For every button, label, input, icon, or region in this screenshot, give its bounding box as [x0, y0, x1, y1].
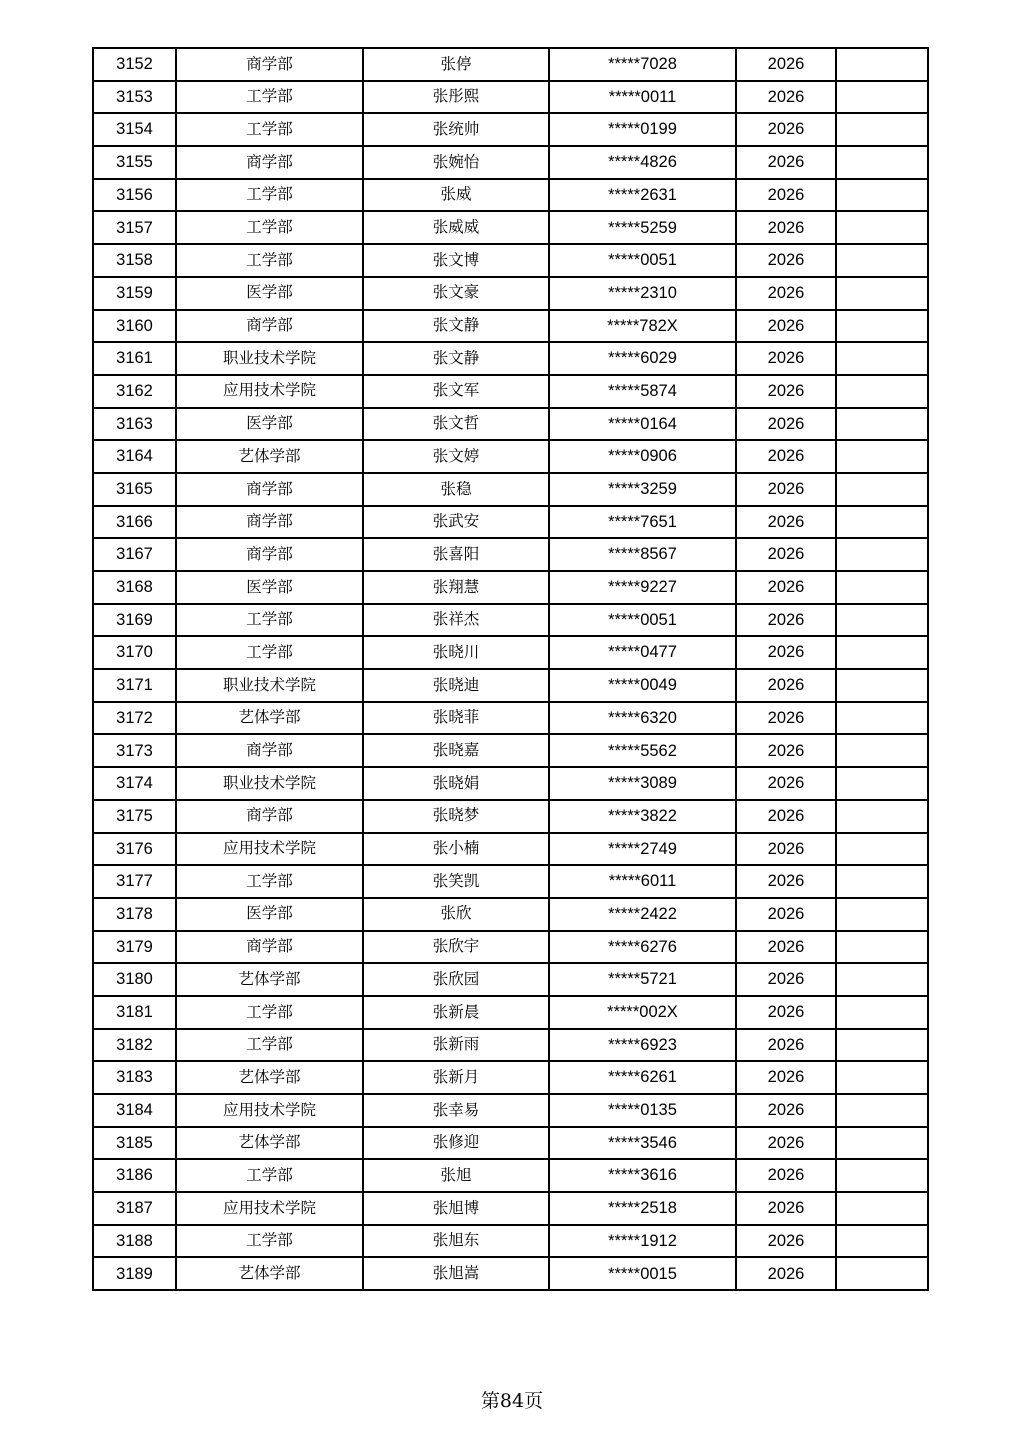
- serial-number-cell: 3156: [93, 179, 176, 212]
- serial-number-cell: 3180: [93, 963, 176, 996]
- table-row: [93, 734, 928, 767]
- serial-number-cell: 3175: [93, 800, 176, 833]
- remark-cell: [836, 898, 928, 931]
- remark-cell: [836, 473, 928, 506]
- table-row: [93, 636, 928, 669]
- masked-id-cell: *****2518: [549, 1192, 736, 1225]
- masked-id-cell: *****4826: [549, 146, 736, 179]
- student-name-cell: 张稳: [363, 473, 549, 506]
- masked-id-cell: *****6029: [549, 342, 736, 375]
- table-row: [93, 767, 928, 800]
- remark-cell: [836, 244, 928, 277]
- table-row: [93, 702, 928, 735]
- table-row: [93, 342, 928, 375]
- year-cell: 2026: [736, 800, 836, 833]
- year-cell: 2026: [736, 604, 836, 637]
- student-name-cell: 张文博: [363, 244, 549, 277]
- student-name-cell: 张武安: [363, 506, 549, 539]
- table-row: [93, 1159, 928, 1192]
- student-name-cell: 张婉怡: [363, 146, 549, 179]
- department-cell: 艺体学部: [176, 1061, 363, 1094]
- masked-id-cell: *****0051: [549, 244, 736, 277]
- remark-cell: [836, 702, 928, 735]
- masked-id-cell: *****3259: [549, 473, 736, 506]
- table-row: [93, 81, 928, 114]
- student-name-cell: 张停: [363, 48, 549, 81]
- remark-cell: [836, 538, 928, 571]
- remark-cell: [836, 996, 928, 1029]
- table-row: [93, 538, 928, 571]
- department-cell: 医学部: [176, 898, 363, 931]
- remark-cell: [836, 571, 928, 604]
- serial-number-cell: 3174: [93, 767, 176, 800]
- student-name-cell: 张翔慧: [363, 571, 549, 604]
- department-cell: 工学部: [176, 865, 363, 898]
- serial-number-cell: 3157: [93, 211, 176, 244]
- department-cell: 工学部: [176, 1029, 363, 1062]
- remark-cell: [836, 408, 928, 441]
- table-row: [93, 963, 928, 996]
- table-row: [93, 1127, 928, 1160]
- masked-id-cell: *****5259: [549, 211, 736, 244]
- masked-id-cell: *****0164: [549, 408, 736, 441]
- table-row: [93, 800, 928, 833]
- department-cell: 职业技术学院: [176, 669, 363, 702]
- remark-cell: [836, 310, 928, 343]
- serial-number-cell: 3158: [93, 244, 176, 277]
- student-name-cell: 张旭: [363, 1159, 549, 1192]
- student-name-cell: 张文军: [363, 375, 549, 408]
- masked-id-cell: *****5562: [549, 734, 736, 767]
- roster-table: [92, 47, 929, 1291]
- remark-cell: [836, 277, 928, 310]
- student-name-cell: 张文婷: [363, 440, 549, 473]
- remark-cell: [836, 1094, 928, 1127]
- remark-cell: [836, 440, 928, 473]
- serial-number-cell: 3165: [93, 473, 176, 506]
- serial-number-cell: 3178: [93, 898, 176, 931]
- serial-number-cell: 3182: [93, 1029, 176, 1062]
- year-cell: 2026: [736, 767, 836, 800]
- masked-id-cell: *****2310: [549, 277, 736, 310]
- year-cell: 2026: [736, 375, 836, 408]
- serial-number-cell: 3188: [93, 1225, 176, 1258]
- department-cell: 医学部: [176, 408, 363, 441]
- department-cell: 工学部: [176, 604, 363, 637]
- serial-number-cell: 3170: [93, 636, 176, 669]
- department-cell: 医学部: [176, 277, 363, 310]
- table-row: [93, 277, 928, 310]
- table-row: [93, 1029, 928, 1062]
- table-row: [93, 211, 928, 244]
- masked-id-cell: *****3546: [549, 1127, 736, 1160]
- student-name-cell: 张旭嵩: [363, 1257, 549, 1290]
- student-name-cell: 张修迎: [363, 1127, 549, 1160]
- year-cell: 2026: [736, 244, 836, 277]
- masked-id-cell: *****7651: [549, 506, 736, 539]
- masked-id-cell: *****2422: [549, 898, 736, 931]
- year-cell: 2026: [736, 734, 836, 767]
- table-row: [93, 473, 928, 506]
- masked-id-cell: *****3616: [549, 1159, 736, 1192]
- department-cell: 艺体学部: [176, 440, 363, 473]
- remark-cell: [836, 375, 928, 408]
- year-cell: 2026: [736, 408, 836, 441]
- student-name-cell: 张新晨: [363, 996, 549, 1029]
- table-row: [93, 244, 928, 277]
- department-cell: 商学部: [176, 800, 363, 833]
- table-row: [93, 669, 928, 702]
- masked-id-cell: *****3822: [549, 800, 736, 833]
- table-row: [93, 113, 928, 146]
- remark-cell: [836, 1257, 928, 1290]
- student-name-cell: 张小楠: [363, 833, 549, 866]
- masked-id-cell: *****0049: [549, 669, 736, 702]
- serial-number-cell: 3173: [93, 734, 176, 767]
- serial-number-cell: 3159: [93, 277, 176, 310]
- department-cell: 工学部: [176, 1159, 363, 1192]
- year-cell: 2026: [736, 506, 836, 539]
- masked-id-cell: *****5874: [549, 375, 736, 408]
- masked-id-cell: *****0477: [549, 636, 736, 669]
- serial-number-cell: 3161: [93, 342, 176, 375]
- student-name-cell: 张笑凯: [363, 865, 549, 898]
- table-row: [93, 440, 928, 473]
- remark-cell: [836, 81, 928, 114]
- serial-number-cell: 3172: [93, 702, 176, 735]
- serial-number-cell: 3166: [93, 506, 176, 539]
- department-cell: 商学部: [176, 538, 363, 571]
- table-row: [93, 1225, 928, 1258]
- year-cell: 2026: [736, 996, 836, 1029]
- department-cell: 商学部: [176, 48, 363, 81]
- serial-number-cell: 3171: [93, 669, 176, 702]
- student-name-cell: 张威: [363, 179, 549, 212]
- table-row: [93, 48, 928, 81]
- remark-cell: [836, 48, 928, 81]
- masked-id-cell: *****0906: [549, 440, 736, 473]
- remark-cell: [836, 1159, 928, 1192]
- department-cell: 工学部: [176, 113, 363, 146]
- department-cell: 工学部: [176, 211, 363, 244]
- remark-cell: [836, 179, 928, 212]
- year-cell: 2026: [736, 179, 836, 212]
- roster-table-body: [93, 48, 928, 1290]
- year-cell: 2026: [736, 146, 836, 179]
- serial-number-cell: 3155: [93, 146, 176, 179]
- serial-number-cell: 3168: [93, 571, 176, 604]
- masked-id-cell: *****0135: [549, 1094, 736, 1127]
- remark-cell: [836, 506, 928, 539]
- serial-number-cell: 3183: [93, 1061, 176, 1094]
- table-row: [93, 1257, 928, 1290]
- year-cell: 2026: [736, 440, 836, 473]
- masked-id-cell: *****002X: [549, 996, 736, 1029]
- year-cell: 2026: [736, 702, 836, 735]
- department-cell: 医学部: [176, 571, 363, 604]
- table-row: [93, 310, 928, 343]
- remark-cell: [836, 767, 928, 800]
- year-cell: 2026: [736, 931, 836, 964]
- department-cell: 工学部: [176, 1225, 363, 1258]
- year-cell: 2026: [736, 277, 836, 310]
- table-row: [93, 146, 928, 179]
- student-name-cell: 张晓梦: [363, 800, 549, 833]
- department-cell: 应用技术学院: [176, 833, 363, 866]
- year-cell: 2026: [736, 1127, 836, 1160]
- remark-cell: [836, 865, 928, 898]
- student-name-cell: 张欣: [363, 898, 549, 931]
- masked-id-cell: *****9227: [549, 571, 736, 604]
- year-cell: 2026: [736, 211, 836, 244]
- serial-number-cell: 3177: [93, 865, 176, 898]
- student-name-cell: 张喜阳: [363, 538, 549, 571]
- masked-id-cell: *****0015: [549, 1257, 736, 1290]
- year-cell: 2026: [736, 473, 836, 506]
- department-cell: 商学部: [176, 506, 363, 539]
- department-cell: 工学部: [176, 244, 363, 277]
- remark-cell: [836, 1029, 928, 1062]
- student-name-cell: 张晓菲: [363, 702, 549, 735]
- serial-number-cell: 3164: [93, 440, 176, 473]
- remark-cell: [836, 211, 928, 244]
- table-row: [93, 408, 928, 441]
- year-cell: 2026: [736, 833, 836, 866]
- year-cell: 2026: [736, 898, 836, 931]
- year-cell: 2026: [736, 1029, 836, 1062]
- table-row: [93, 571, 928, 604]
- year-cell: 2026: [736, 1094, 836, 1127]
- masked-id-cell: *****1912: [549, 1225, 736, 1258]
- serial-number-cell: 3184: [93, 1094, 176, 1127]
- masked-id-cell: *****6320: [549, 702, 736, 735]
- year-cell: 2026: [736, 342, 836, 375]
- serial-number-cell: 3179: [93, 931, 176, 964]
- year-cell: 2026: [736, 1225, 836, 1258]
- student-name-cell: 张新月: [363, 1061, 549, 1094]
- student-name-cell: 张彤熙: [363, 81, 549, 114]
- serial-number-cell: 3186: [93, 1159, 176, 1192]
- remark-cell: [836, 734, 928, 767]
- student-name-cell: 张统帅: [363, 113, 549, 146]
- table-row: [93, 179, 928, 212]
- table-row: [93, 375, 928, 408]
- student-name-cell: 张新雨: [363, 1029, 549, 1062]
- department-cell: 商学部: [176, 146, 363, 179]
- masked-id-cell: *****6276: [549, 931, 736, 964]
- serial-number-cell: 3152: [93, 48, 176, 81]
- masked-id-cell: *****0199: [549, 113, 736, 146]
- remark-cell: [836, 604, 928, 637]
- year-cell: 2026: [736, 1192, 836, 1225]
- year-cell: 2026: [736, 669, 836, 702]
- remark-cell: [836, 636, 928, 669]
- year-cell: 2026: [736, 1159, 836, 1192]
- serial-number-cell: 3153: [93, 81, 176, 114]
- remark-cell: [836, 342, 928, 375]
- masked-id-cell: *****6923: [549, 1029, 736, 1062]
- year-cell: 2026: [736, 963, 836, 996]
- department-cell: 商学部: [176, 734, 363, 767]
- student-name-cell: 张晓嘉: [363, 734, 549, 767]
- department-cell: 应用技术学院: [176, 1094, 363, 1127]
- department-cell: 商学部: [176, 473, 363, 506]
- year-cell: 2026: [736, 81, 836, 114]
- remark-cell: [836, 1127, 928, 1160]
- department-cell: 商学部: [176, 931, 363, 964]
- student-name-cell: 张旭东: [363, 1225, 549, 1258]
- page-number: 第84页: [480, 1390, 544, 1412]
- serial-number-cell: 3163: [93, 408, 176, 441]
- serial-number-cell: 3181: [93, 996, 176, 1029]
- serial-number-cell: 3160: [93, 310, 176, 343]
- masked-id-cell: *****0011: [549, 81, 736, 114]
- student-name-cell: 张文静: [363, 310, 549, 343]
- remark-cell: [836, 931, 928, 964]
- department-cell: 应用技术学院: [176, 375, 363, 408]
- student-name-cell: 张文哲: [363, 408, 549, 441]
- student-name-cell: 张威威: [363, 211, 549, 244]
- student-name-cell: 张晓川: [363, 636, 549, 669]
- year-cell: 2026: [736, 571, 836, 604]
- department-cell: 艺体学部: [176, 963, 363, 996]
- table-row: [93, 898, 928, 931]
- year-cell: 2026: [736, 113, 836, 146]
- serial-number-cell: 3189: [93, 1257, 176, 1290]
- student-name-cell: 张晓娟: [363, 767, 549, 800]
- table-row: [93, 1094, 928, 1127]
- masked-id-cell: *****3089: [549, 767, 736, 800]
- department-cell: 工学部: [176, 636, 363, 669]
- masked-id-cell: *****8567: [549, 538, 736, 571]
- remark-cell: [836, 833, 928, 866]
- department-cell: 应用技术学院: [176, 1192, 363, 1225]
- year-cell: 2026: [736, 1061, 836, 1094]
- remark-cell: [836, 146, 928, 179]
- year-cell: 2026: [736, 865, 836, 898]
- remark-cell: [836, 1192, 928, 1225]
- table-row: [93, 1192, 928, 1225]
- department-cell: 工学部: [176, 996, 363, 1029]
- serial-number-cell: 3169: [93, 604, 176, 637]
- remark-cell: [836, 669, 928, 702]
- remark-cell: [836, 113, 928, 146]
- remark-cell: [836, 800, 928, 833]
- table-row: [93, 833, 928, 866]
- department-cell: 职业技术学院: [176, 342, 363, 375]
- department-cell: 艺体学部: [176, 1127, 363, 1160]
- department-cell: 艺体学部: [176, 1257, 363, 1290]
- student-name-cell: 张欣园: [363, 963, 549, 996]
- department-cell: 商学部: [176, 310, 363, 343]
- department-cell: 艺体学部: [176, 702, 363, 735]
- student-name-cell: 张晓迪: [363, 669, 549, 702]
- department-cell: 工学部: [176, 81, 363, 114]
- department-cell: 工学部: [176, 179, 363, 212]
- year-cell: 2026: [736, 636, 836, 669]
- serial-number-cell: 3167: [93, 538, 176, 571]
- table-row: [93, 604, 928, 637]
- student-name-cell: 张文豪: [363, 277, 549, 310]
- serial-number-cell: 3154: [93, 113, 176, 146]
- department-cell: 职业技术学院: [176, 767, 363, 800]
- remark-cell: [836, 1061, 928, 1094]
- serial-number-cell: 3162: [93, 375, 176, 408]
- year-cell: 2026: [736, 538, 836, 571]
- serial-number-cell: 3185: [93, 1127, 176, 1160]
- masked-id-cell: *****0051: [549, 604, 736, 637]
- student-name-cell: 张文静: [363, 342, 549, 375]
- student-name-cell: 张祥杰: [363, 604, 549, 637]
- student-name-cell: 张旭博: [363, 1192, 549, 1225]
- table-row: [93, 931, 928, 964]
- year-cell: 2026: [736, 1257, 836, 1290]
- remark-cell: [836, 1225, 928, 1258]
- serial-number-cell: 3187: [93, 1192, 176, 1225]
- masked-id-cell: *****7028: [549, 48, 736, 81]
- student-name-cell: 张幸易: [363, 1094, 549, 1127]
- year-cell: 2026: [736, 310, 836, 343]
- masked-id-cell: *****2749: [549, 833, 736, 866]
- masked-id-cell: *****782X: [549, 310, 736, 343]
- serial-number-cell: 3176: [93, 833, 176, 866]
- remark-cell: [836, 963, 928, 996]
- masked-id-cell: *****6261: [549, 1061, 736, 1094]
- masked-id-cell: *****2631: [549, 179, 736, 212]
- table-row: [93, 506, 928, 539]
- masked-id-cell: *****5721: [549, 963, 736, 996]
- table-row: [93, 865, 928, 898]
- table-row: [93, 1061, 928, 1094]
- student-name-cell: 张欣宇: [363, 931, 549, 964]
- table-row: [93, 996, 928, 1029]
- masked-id-cell: *****6011: [549, 865, 736, 898]
- year-cell: 2026: [736, 48, 836, 81]
